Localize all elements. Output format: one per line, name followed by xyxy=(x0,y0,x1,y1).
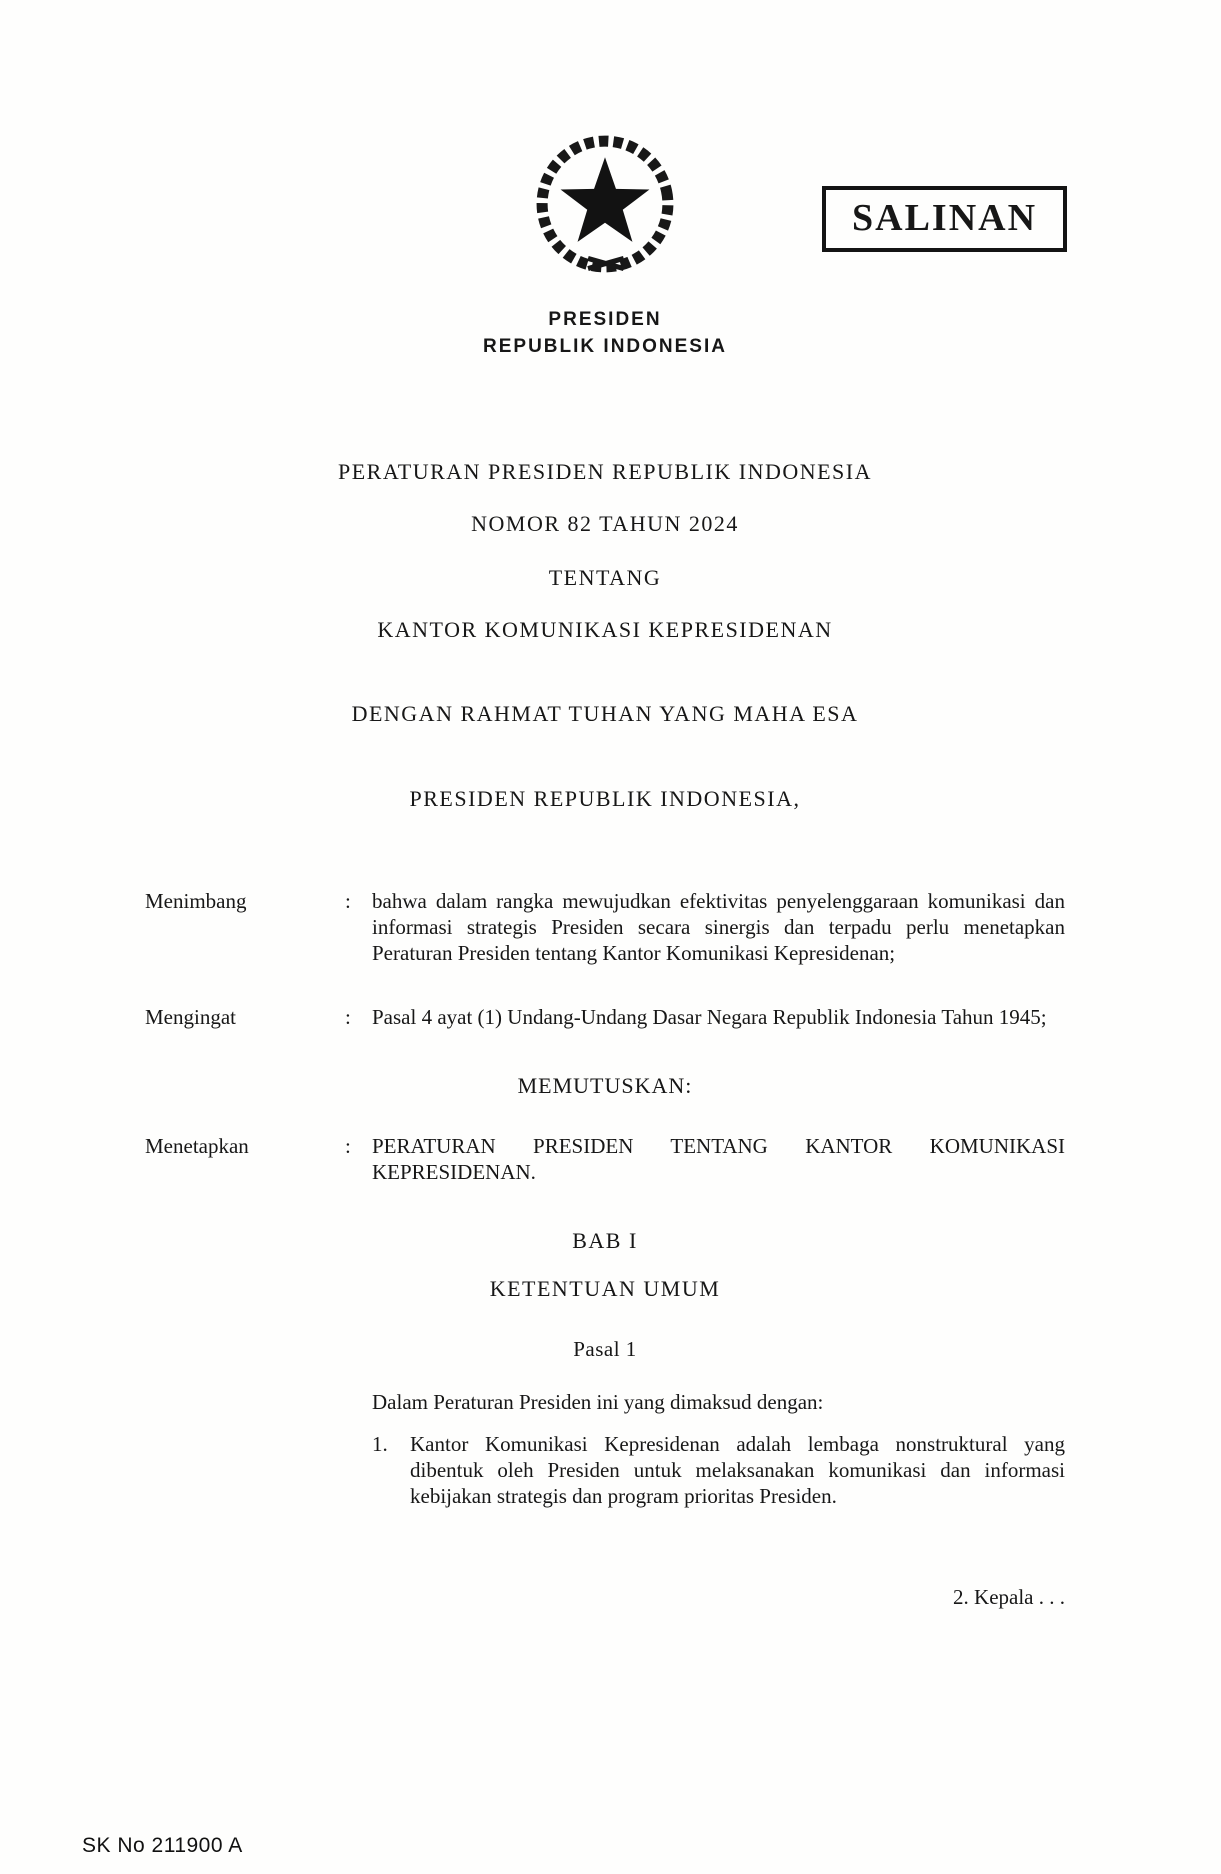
clause-menetapkan-text: PERATURAN PRESIDEN TENTANG KANTOR KOMUNIKASI KEPRESIDENAN. xyxy=(372,1134,1065,1184)
definition-item xyxy=(372,1431,1065,1509)
doc-title-line-4: KANTOR KOMUNIKASI KEPRESIDENAN xyxy=(377,617,833,642)
doc-title-line-2: NOMOR 82 TAHUN 2024 xyxy=(471,511,739,536)
clause-menetapkan-colon: : xyxy=(345,1134,351,1158)
clause-mengingat-label: Mengingat xyxy=(145,1005,236,1029)
clause-mengingat-text: Pasal 4 ayat (1) Undang-Undang Dasar Negara Republik Indonesia Tahun 1945; xyxy=(372,1005,1047,1029)
page-catchword: 2. Kepala . . . xyxy=(953,1585,1065,1609)
letterhead-line-1: PRESIDEN xyxy=(548,309,662,330)
clause-menimbang xyxy=(145,888,1065,966)
clause-menimbang-colon: : xyxy=(345,889,351,913)
clause-menimbang-text: bahwa dalam rangka mewujudkan efektivitas penyelenggaraan komunikasi dan informasi strategis Presiden secara sinergis dan terpadu perlu menetapkan Peraturan Presiden tentang Kantor Komunikasi Kepresidenan; xyxy=(372,889,1065,965)
definition-number: 1. xyxy=(372,1432,388,1456)
clause-menetapkan-label: Menetapkan xyxy=(145,1134,249,1158)
clause-mengingat xyxy=(145,1004,1065,1030)
footer-code: SK No 211900 A xyxy=(82,1834,243,1857)
decision-heading: MEMUTUSKAN: xyxy=(517,1073,693,1098)
definition-text: Kantor Komunikasi Kepresidenan adalah lembaga nonstruktural yang dibentuk oleh Presiden untuk melaksanakan komunikasi dan informasi kebijakan strategis dan program prioritas Presiden. xyxy=(410,1432,1065,1508)
salinan-stamp: SALINAN xyxy=(822,186,1067,252)
clause-mengingat-colon: : xyxy=(345,1005,351,1029)
clause-menetapkan xyxy=(145,1133,1065,1185)
chapter-title: KETENTUAN UMUM xyxy=(489,1276,721,1301)
invocation-line: DENGAN RAHMAT TUHAN YANG MAHA ESA xyxy=(351,701,859,726)
chapter-number: BAB I xyxy=(572,1228,638,1253)
enacting-authority-line: PRESIDEN REPUBLIK INDONESIA, xyxy=(409,786,801,811)
doc-title-line-3: TENTANG xyxy=(548,565,662,590)
clause-menimbang-label: Menimbang xyxy=(145,889,247,913)
document-body xyxy=(145,0,1065,1610)
article-heading: Pasal 1 xyxy=(573,1337,637,1361)
article-intro: Dalam Peraturan Presiden ini yang dimaksud dengan: xyxy=(372,1390,824,1414)
letterhead-line-2: REPUBLIK INDONESIA xyxy=(483,336,727,357)
doc-title-line-1: PERATURAN PRESIDEN REPUBLIK INDONESIA xyxy=(337,459,873,484)
